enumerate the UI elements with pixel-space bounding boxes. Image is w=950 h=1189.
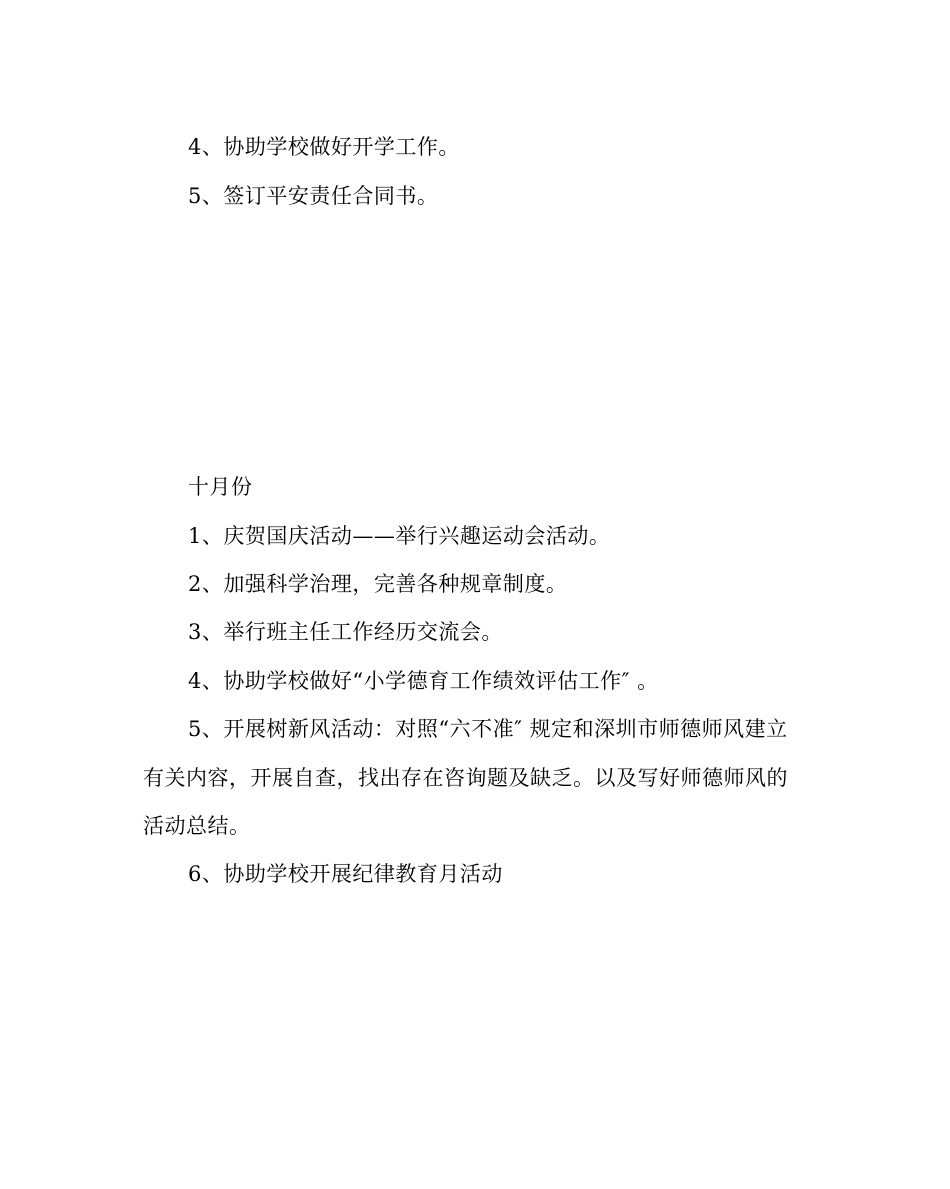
list-item-national-day: 1、庆贺国庆活动——举行兴趣运动会活动。: [188, 524, 611, 548]
list-item-discipline-month: 6、协助学校开展纪律教育月活动: [188, 862, 503, 886]
list-item-safety-contract: 5、签订平安责任合同书。: [188, 184, 439, 208]
list-item-new-style-line1: 5、开展树新风活动：对照“六不准″ 规定和深圳市师德师风建立: [188, 717, 788, 741]
list-item-new-style-line2: 有关内容，开展自查，找出存在咨询题及缺乏。以及写好师德师风的: [143, 766, 788, 790]
list-item-teacher-meeting: 3、举行班主任工作经历交流会。: [188, 620, 503, 644]
list-item-new-style-line3: 活动总结。: [143, 814, 251, 838]
list-item-start-of-term: 4、协助学校做好开学工作。: [188, 135, 460, 159]
list-item-moral-education: 4、协助学校做好“小学德育工作绩效评估工作″ 。: [188, 669, 659, 693]
section-heading-october: 十月份: [188, 475, 253, 499]
list-item-management: 2、加强科学治理，完善各种规章制度。: [188, 572, 568, 596]
